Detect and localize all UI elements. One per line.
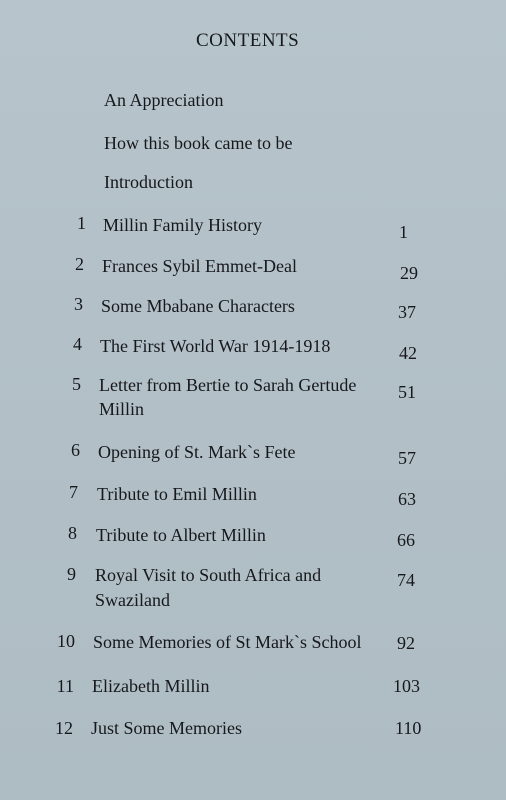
toc-entry-page: 103 (393, 676, 420, 696)
toc-entry-title: Just Some Memories (91, 718, 242, 738)
toc-entry-title: The First World War 1914-1918 (100, 336, 331, 356)
toc-entry-number: 5 (72, 374, 81, 394)
toc-entry-number: 2 (75, 254, 84, 274)
toc-entry-number: 11 (56, 676, 74, 696)
toc-entry-title: Opening of St. Mark`s Fete (98, 442, 296, 462)
toc-entry-page: 1 (399, 222, 408, 242)
toc-entry-page: 29 (400, 263, 418, 283)
toc-entry-number: 7 (69, 482, 78, 502)
toc-entry-number: 6 (71, 440, 80, 460)
toc-entry-number: 9 (67, 564, 76, 584)
toc-entry-number: 1 (77, 213, 86, 233)
toc-entry-page: 57 (398, 448, 416, 468)
toc-entry-page: 74 (397, 570, 415, 590)
toc-entry-number: 3 (74, 294, 83, 314)
toc-entry-number: 4 (73, 334, 82, 354)
toc-front-matter-introduction: Introduction (104, 172, 193, 192)
toc-entry-page: 37 (398, 302, 416, 322)
toc-front-matter-appreciation: An Appreciation (104, 90, 224, 110)
toc-entry-page: 110 (395, 718, 422, 738)
toc-entry-title-line2: Millin (99, 399, 145, 419)
toc-entry-title: Tribute to Emil Millin (97, 484, 257, 504)
toc-front-matter-how-this-book: How this book came to be (104, 133, 293, 153)
toc-entry-page: 66 (397, 530, 415, 550)
toc-entry-title: Millin Family History (103, 215, 263, 235)
page-title: CONTENTS (196, 30, 300, 51)
toc-entry-number: 10 (57, 631, 75, 651)
toc-entry-title: Elizabeth Millin (92, 676, 210, 696)
toc-entry-title-line1: Royal Visit to South Africa and (95, 565, 322, 585)
toc-entry-title: Frances Sybil Emmet-Deal (102, 256, 297, 276)
toc-entry-page: 92 (397, 633, 415, 653)
toc-entry-title: Some Mbabane Characters (101, 296, 295, 316)
toc-entry-title: Tribute to Albert Millin (96, 525, 266, 545)
toc-entry-title: Some Memories of St Mark`s School (93, 632, 362, 652)
toc-entry-number: 8 (68, 523, 77, 543)
toc-entry-title-line1: Letter from Bertie to Sarah Gertude (99, 375, 357, 395)
toc-entry-page: 63 (398, 489, 416, 509)
toc-entry-page: 51 (398, 382, 416, 402)
toc-entry-number: 12 (55, 718, 73, 738)
toc-entry-page: 42 (399, 343, 417, 363)
toc-entry-title-line2: Swaziland (95, 590, 170, 610)
